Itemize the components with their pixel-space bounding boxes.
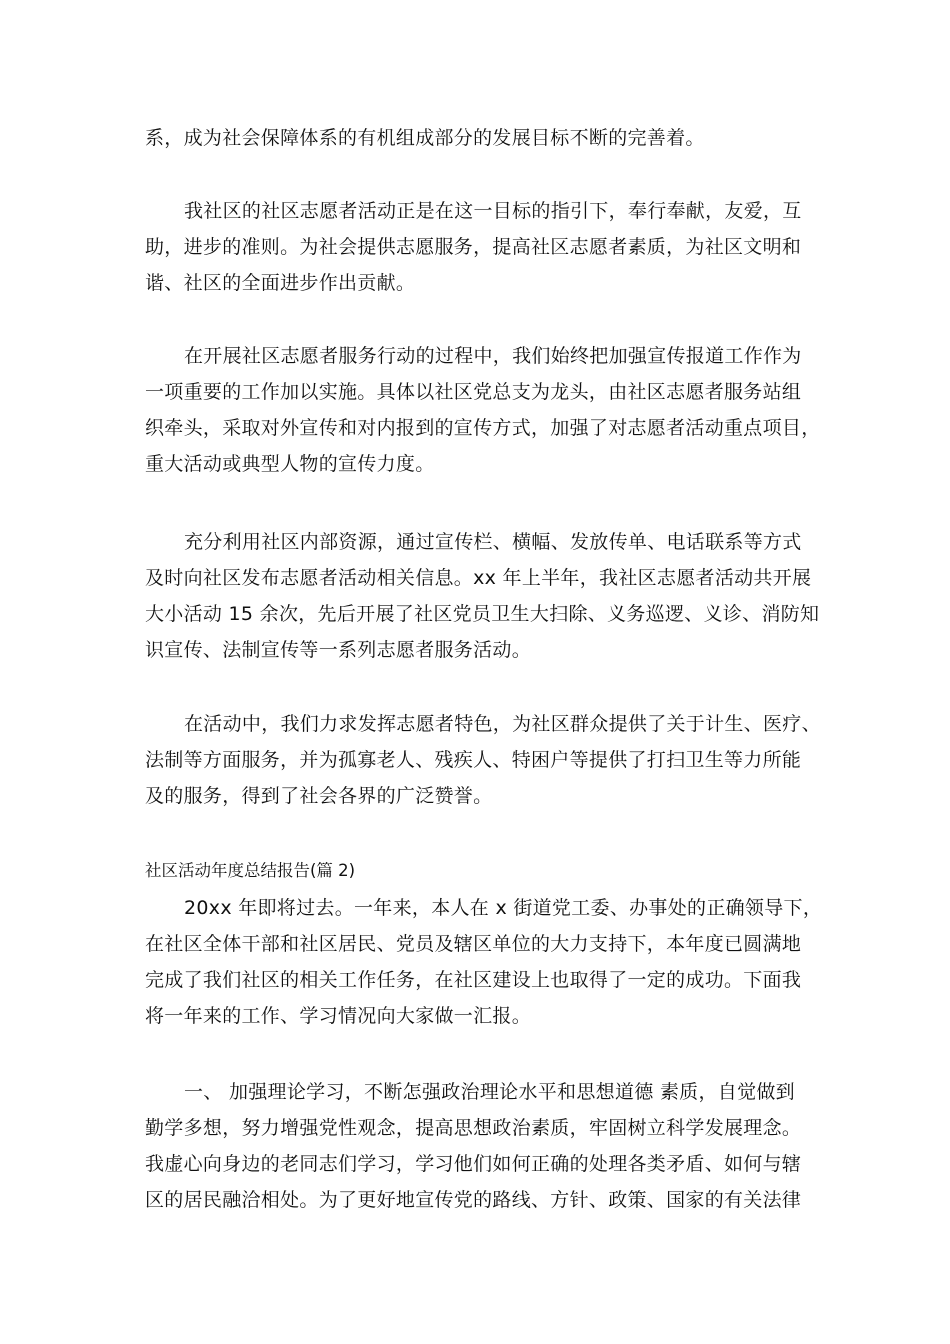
text-line: 大小活动 15 余次，先后开展了社区党员卫生大扫除、义务巡逻、义诊、消防知: [145, 603, 820, 625]
text-line: 完成了我们社区的相关工作任务，在社区建设上也取得了一定的成功。下面我: [145, 969, 802, 991]
text-line: 我虚心向身边的老同志们学习，学习他们如何正确的处理各类矛盾、如何与辖: [145, 1153, 802, 1175]
text-line: 识宣传、法制宣传等一系列志愿者服务活动。: [145, 639, 532, 661]
text-line: 一、 加强理论学习，不断怎强政治理论水平和思想道德 素质，自觉做到: [184, 1081, 795, 1103]
text-line: 织牵头，采取对外宣传和对内报到的宣传方式，加强了对志愿者活动重点项目，: [145, 417, 821, 439]
text-line: 法制等方面服务，并为孤寡老人、残疾人、特困户等提供了打扫卫生等力所能: [145, 749, 802, 771]
text-line: 充分利用社区内部资源，通过宣传栏、横幅、发放传单、电话联系等方式: [184, 531, 802, 553]
text-line: 勤学多想，努力增强党性观念，提高思想政治素质，牢固树立科学发展理念。: [145, 1117, 802, 1139]
text-line: 将一年来的工作、学习情况向大家做一汇报。: [145, 1005, 532, 1027]
text-line: 区的居民融洽相处。为了更好地宣传党的路线、方针、政策、国家的有关法律: [145, 1189, 802, 1211]
text-line: 重大活动或典型人物的宣传力度。: [145, 453, 435, 475]
text-line: 在开展社区志愿者服务行动的过程中，我们始终把加强宣传报道工作作为: [184, 345, 802, 367]
text-line: 及时向社区发布志愿者活动相关信息。xx 年上半年，我社区志愿者活动共开展: [145, 567, 812, 589]
text-line: 20xx 年即将过去。一年来，本人在 x 街道党工委、办事处的正确领导下，: [184, 897, 823, 919]
text-line: 谐、社区的全面进步作出贡献。: [145, 272, 416, 294]
text-line: 在社区全体干部和社区居民、党员及辖区单位的大力支持下，本年度已圆满地: [145, 933, 802, 955]
text-line: 一项重要的工作加以实施。具体以社区党总支为龙头，由社区志愿者服务站组: [145, 381, 802, 403]
text-line: 助，进步的准则。为社会提供志愿服务，提高社区志愿者素质，为社区文明和: [145, 236, 802, 258]
text-line: 我社区的社区志愿者活动正是在这一目标的指引下，奉行奉献，友爱，互: [184, 200, 802, 222]
text-line: 在活动中，我们力求发挥志愿者特色，为社区群众提供了关于计生、医疗、: [184, 713, 821, 735]
text-line: 及的服务，得到了社会各界的广泛赞誉。: [145, 785, 493, 807]
section-title: 社区活动年度总结报告(篇 2): [145, 861, 356, 880]
text-line: 系，成为社会保障体系的有机组成部分的发展目标不断的完善着。: [145, 127, 705, 149]
